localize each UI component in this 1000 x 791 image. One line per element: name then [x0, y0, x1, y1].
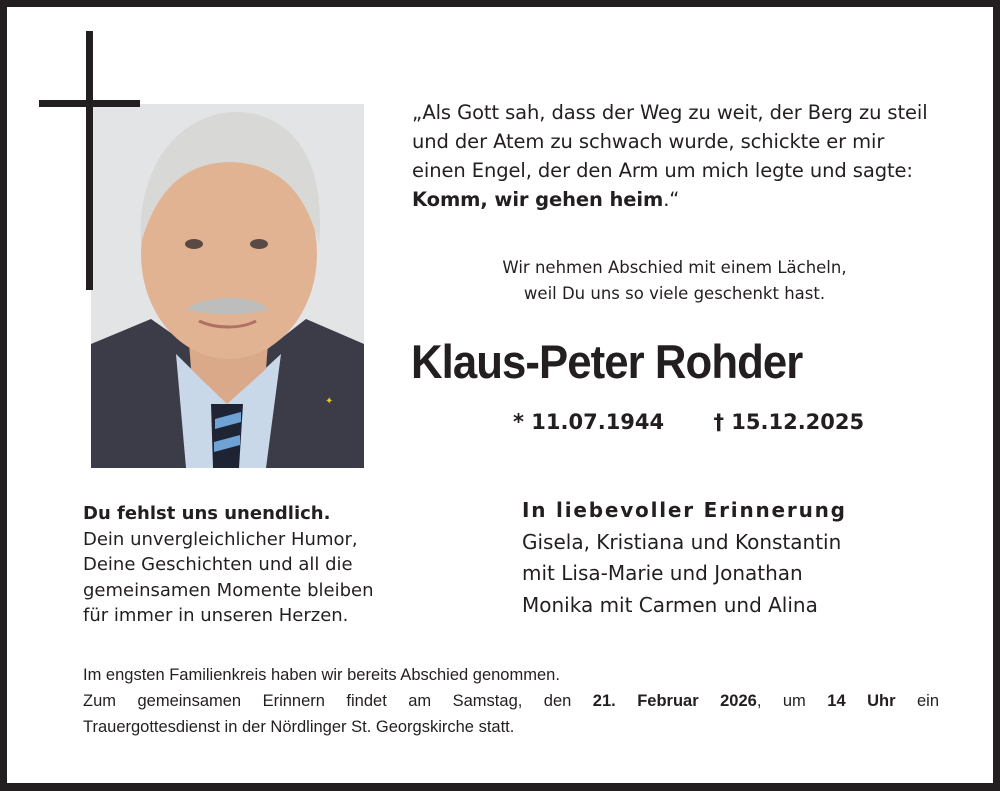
- memorial-text: [83, 501, 374, 629]
- obituary-notice: [7, 7, 993, 783]
- memorial-heading: Du fehlst uns unendlich.: [83, 503, 331, 524]
- subquote-line: weil Du uns so viele geschenkt hast.: [523, 284, 826, 303]
- family-line: Monika mit Carmen und Alina: [522, 592, 818, 617]
- memorial-line: gemeinsamen Momente bleiben: [83, 579, 374, 601]
- footer-line-2: [83, 688, 939, 714]
- quote-closing: .“: [663, 188, 680, 211]
- quote-line: „Als Gott sah, dass der Weg zu weit, der Berg zu steil: [412, 101, 928, 124]
- cross-icon: [86, 31, 93, 290]
- service-date: 21. Februar 2026: [592, 692, 757, 710]
- svg-text:✦: ✦: [325, 396, 334, 407]
- quote-line: und der Atem zu schwach wurde, schickte er mir: [412, 130, 885, 153]
- footer-line-3: Trauergottesdienst in der Nördlinger St. Georgskirche statt.: [83, 718, 515, 736]
- family-line: Gisela, Kristiana und Konstantin: [522, 529, 842, 554]
- footer-text: Zum gemeinsamen Erinnern findet am Samstag, den: [83, 692, 593, 710]
- quote-block: [412, 98, 972, 214]
- family-heading: In liebevoller Erinnerung: [522, 498, 847, 522]
- quote-line: einen Engel, der den Arm um mich legte und sagte:: [412, 159, 913, 182]
- footer-text: ein: [895, 692, 940, 710]
- quote-bold: Komm, wir gehen heim: [412, 188, 664, 211]
- footer-line-1: Im engsten Familienkreis haben wir bereits Abschied genommen.: [83, 666, 560, 684]
- memorial-line: für immer in unseren Herzen.: [83, 605, 349, 626]
- memorial-line: Deine Geschichten und all die: [83, 554, 353, 575]
- family-block: [522, 495, 847, 621]
- cross-icon-bar: [39, 100, 140, 107]
- portrait-photo: [91, 104, 364, 468]
- subquote-line: Wir nehmen Abschied mit einem Lächeln,: [502, 258, 847, 277]
- quote-line: [412, 185, 972, 214]
- footer-text: , um: [756, 692, 828, 710]
- memorial-line: Dein unvergleichlicher Humor,: [83, 528, 358, 550]
- deceased-name: Klaus-Peter Rohder: [411, 335, 803, 388]
- service-time: 14 Uhr: [827, 692, 896, 710]
- subquote-block: [412, 255, 937, 307]
- death-date: † 15.12.2025: [713, 410, 865, 434]
- life-dates: [513, 410, 864, 434]
- family-line: mit Lisa-Marie und Jonathan: [522, 561, 803, 585]
- service-info: [83, 662, 939, 740]
- birth-date: * 11.07.1944: [513, 410, 665, 434]
